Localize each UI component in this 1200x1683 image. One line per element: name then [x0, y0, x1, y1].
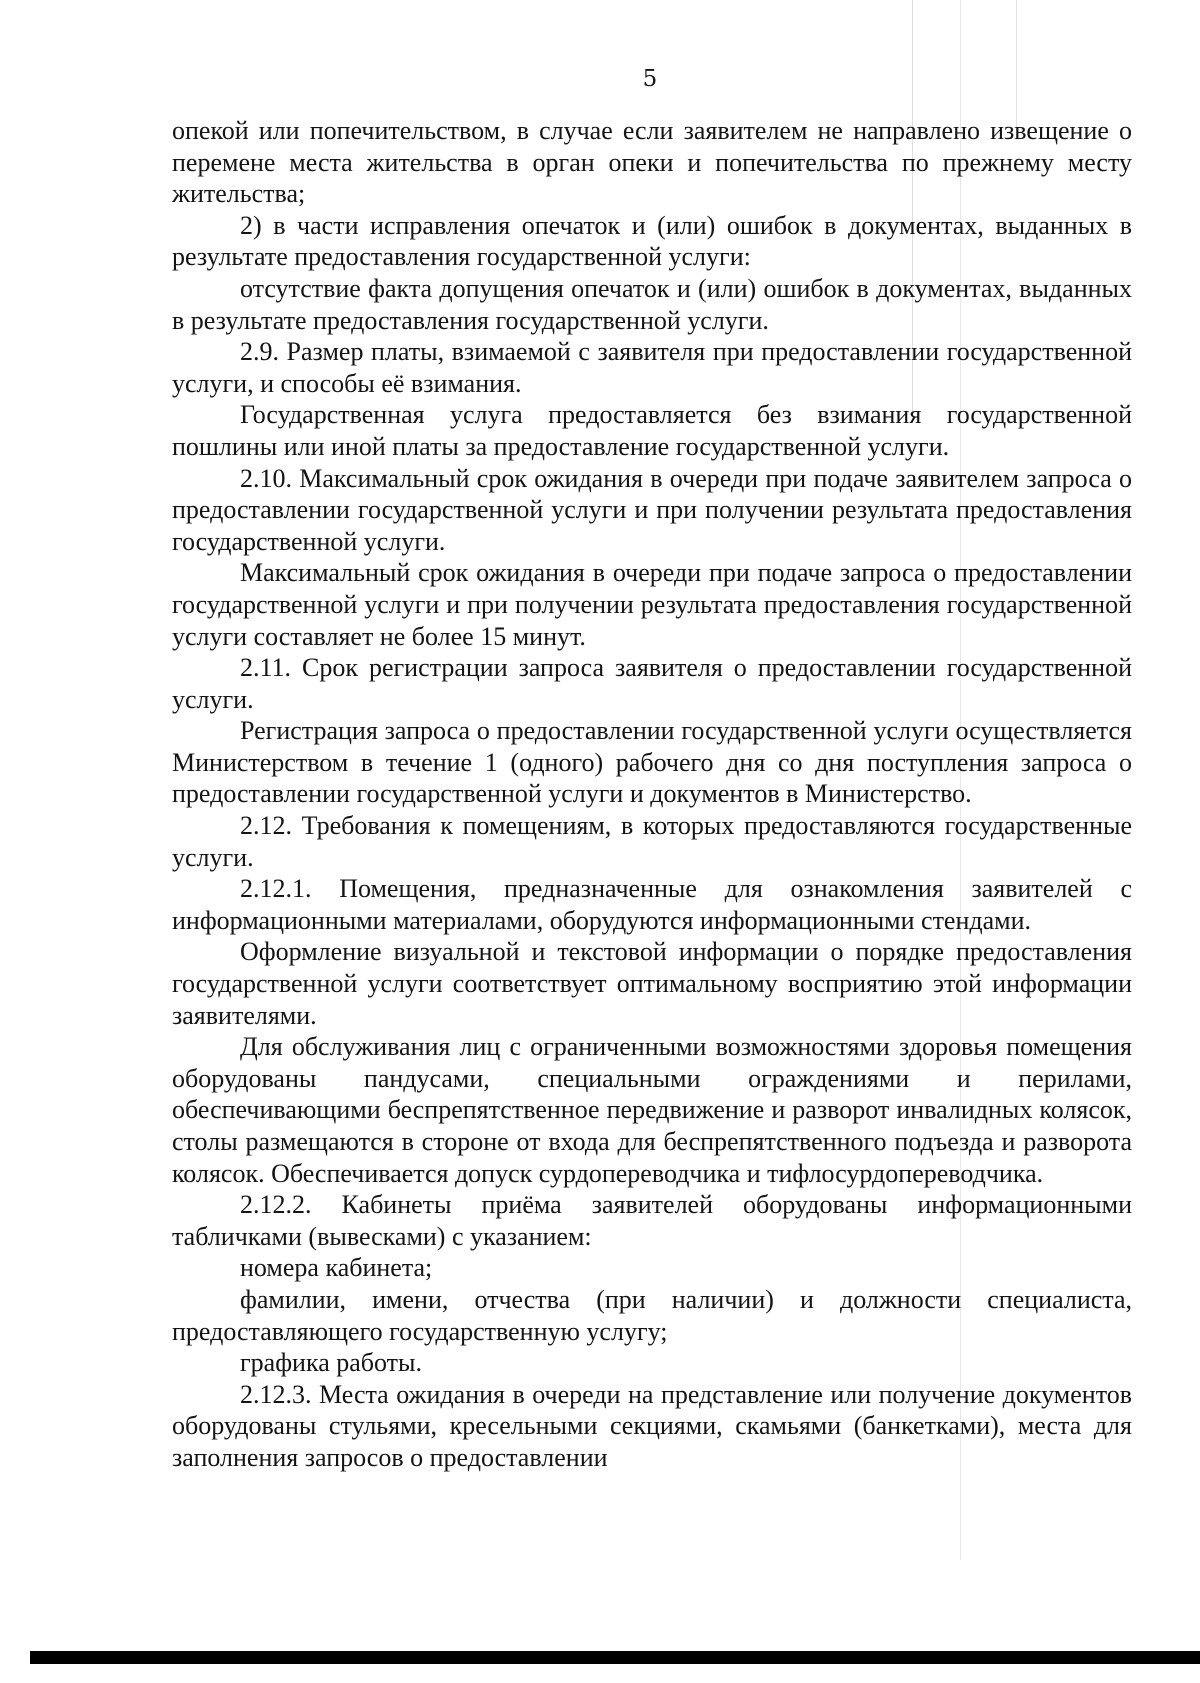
- paragraph: Регистрация запроса о предоставлении государственной услуги осуществляется Министерством в течение 1 (одного) рабочего дня со дня поступления запроса о предоставлении государственной услуги и документов в Министерство.: [172, 716, 1132, 809]
- scan-edge-bar: [30, 1651, 1200, 1664]
- paragraph: 2.12. Требования к помещениям, в которых предоставляются государственные услуги.: [172, 811, 1132, 872]
- paragraph: 2.9. Размер платы, взимаемой с заявителя при предоставлении государственной услуги, и способы её взимания.: [172, 337, 1132, 398]
- paragraph: опекой или попечительством, в случае если заявителем не направлено извещение о перемене места жительства в орган опеки и попечительства по прежнему месту жительства;: [172, 116, 1132, 209]
- paragraph: графика работы.: [240, 1348, 422, 1378]
- paragraph: Максимальный срок ожидания в очереди при подаче запроса о предоставлении государственной услуги и при получении результата предоставления государственной услуги составляет не более 15 минут.: [172, 558, 1132, 651]
- document-body: [172, 115, 1132, 1474]
- paragraph: отсутствие факта допущения опечаток и (или) ошибок в документах, выданных в результате предоставления государственной услуги.: [172, 273, 1132, 335]
- paragraph: Государственная услуга предоставляется без взимания государственной пошлины или иной платы за предоставление государственной услуги.: [172, 400, 1132, 461]
- page-number: 5: [642, 66, 658, 92]
- paragraph: 2.12.2. Кабинеты приёма заявителей оборудованы информационными табличками (вывесками) с указанием:: [172, 1190, 1132, 1251]
- paragraph: 2) в части исправления опечаток и (или) ошибок в документах, выданных в результате предоставления государственной услуги:: [172, 210, 1132, 272]
- paragraph: 2.12.3. Места ожидания в очереди на представление или получение документов оборудованы стульями, кресельными секциями, скамьями (банкетками), места для заполнения запросов о предоставлении: [172, 1379, 1132, 1472]
- paragraph: Оформление визуальной и текстовой информации о порядке предоставления государственной услуги соответствует оптимальному восприятию этой информации заявителями.: [172, 937, 1132, 1030]
- paragraph: 2.10. Максимальный срок ожидания в очереди при подаче заявителем запроса о предоставлении государственной услуги и при получении результата предоставления государственной услуги.: [172, 463, 1132, 556]
- paragraph: 2.12.1. Помещения, предназначенные для ознакомления заявителей с информационными материалами, оборудуются информационными стендами.: [172, 874, 1132, 935]
- paragraph: фамилии, имени, отчества (при наличии) и должности специалиста, предоставляющего государственную услугу;: [172, 1284, 1132, 1346]
- paragraph: Для обслуживания лиц с ограниченными возможностями здоровья помещения оборудованы пандусами, специальными ограждениями и перилами, обеспечивающими беспрепятственное передвижение и разворот инвалидных колясок, столы размещаются в стороне от входа для беспрепятственного подъезда и разворота колясок. Обеспечивается допуск сурдопереводчика и тифлосурдопереводчика.: [172, 1032, 1132, 1188]
- paragraph: 2.11. Срок регистрации запроса заявителя о предоставлении государственной услуги.: [172, 653, 1132, 714]
- paragraph: номера кабинета;: [240, 1253, 433, 1283]
